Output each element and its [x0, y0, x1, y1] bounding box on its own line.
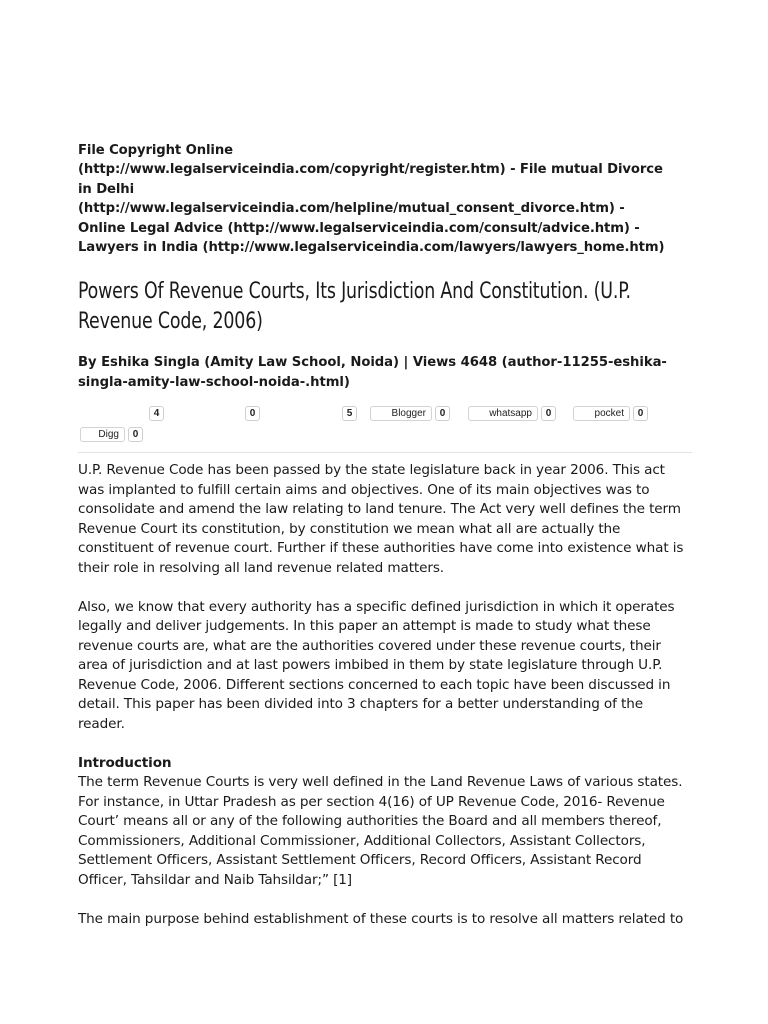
header-link-line[interactable]: (http://www.legalserviceindia.com/helpline/mutual_consent_divorce.htm) - [78, 201, 625, 217]
article-page [78, 141, 692, 949]
share-button-digg[interactable] [80, 427, 143, 441]
body-paragraph: The term Revenue Courts is very well defined in the Land Revenue Laws of various states. For instance, in Uttar Pradesh as per section 4(16) of UP Revenue Code, 2016- Revenue Court’ means all or any of the following authorities the Board and all members thereof, Commissioners, Additional Commissioner, Additional Collectors, Assistant Collectors, Settlement Officers, Assistant Settlement Officers, Record Officers, Assistant Record Officer, Tahsildar and Naib Tahsildar;” [1] [78, 774, 683, 888]
share-label: whatsapp [468, 406, 538, 421]
share-count: 0 [541, 406, 556, 421]
share-count: 0 [245, 406, 260, 421]
share-bar [78, 406, 692, 453]
header-link-line[interactable]: Online Legal Advice (http://www.legalserviceindia.com/consult/advice.htm) - [78, 220, 640, 236]
body-paragraph: U.P. Revenue Code has been passed by the state legislature back in year 2006. This act was implanted to fulfill certain aims and objectives. One of its main objectives was to consolidate and amend the law relating to land tenure. The Act very well defines the term Revenue Court its constitution, by constitution we mean what all are actually the constituent of revenue court. Further if these authorities have come into existence what is their role in resolving all land revenue related matters. [78, 462, 684, 576]
header-link-line[interactable]: in Delhi [78, 181, 135, 197]
header-link-line[interactable]: Lawyers in India (http://www.legalserviceindia.com/lawyers/lawyers_home.htm) [78, 240, 665, 256]
share-button-2[interactable] [242, 406, 260, 420]
header-link-line[interactable]: File Copyright Online [78, 143, 233, 158]
article-byline[interactable]: By Eshika Singla (Amity Law School, Noida) | Views 4648 (author-11255-eshika-singla-amity-law-school-noida-.html) [78, 355, 667, 390]
share-label: pocket [573, 406, 630, 421]
share-count: 4 [149, 406, 164, 421]
share-count: 0 [633, 406, 648, 421]
share-button-pocket[interactable] [573, 406, 648, 420]
article-body [78, 461, 692, 929]
share-button-whatsapp[interactable] [468, 406, 556, 420]
share-count: 0 [435, 406, 450, 421]
share-button-blogger[interactable] [370, 406, 450, 420]
article-title: Powers Of Revenue Courts, Its Jurisdiction And Constitution. (U.P. Revenue Code, 2006) [78, 278, 631, 334]
share-label: Digg [80, 427, 125, 442]
body-paragraph: Also, we know that every authority has a specific defined jurisdiction in which it operates legally and deliver judgements. In this paper an attempt is made to study what these revenue courts are, what are the authorities covered under these revenue courts, their area of jurisdiction and at last powers imbibed in them by state legislature through U.P. Revenue Code, 2006. Different sections concerned to each topic have been discussed in detail. This paper has been divided into 3 chapters for a better understanding of the reader. [78, 598, 675, 732]
header-links[interactable] [78, 141, 692, 257]
share-button-3[interactable] [339, 406, 357, 420]
body-paragraph: The main purpose behind establishment of these courts is to resolve all matters related to [78, 910, 684, 927]
section-heading-introduction: Introduction [78, 754, 172, 771]
share-count: 5 [342, 406, 357, 421]
share-count: 0 [128, 427, 143, 442]
header-link-line[interactable]: (http://www.legalserviceindia.com/copyright/register.htm) - File mutual Divorce [78, 162, 663, 178]
share-label: Blogger [370, 406, 432, 421]
share-button-1[interactable] [146, 406, 164, 420]
